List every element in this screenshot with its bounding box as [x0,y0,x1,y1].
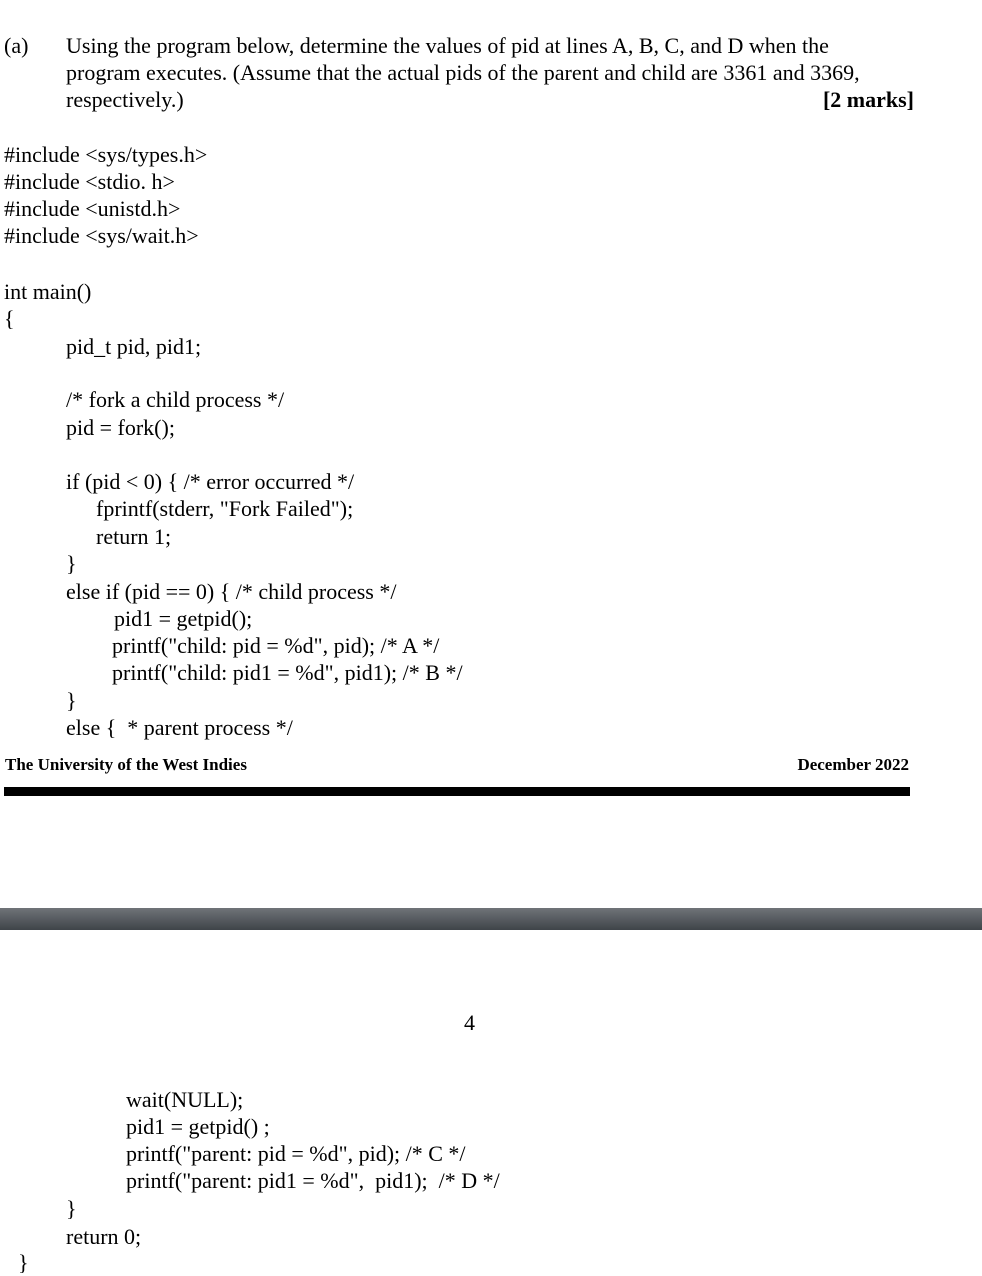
code-line: #include <unistd.h> [4,196,181,221]
code-line: pid = fork(); [66,415,175,440]
footer-rule [4,787,910,796]
page-number: 4 [464,1010,475,1035]
code-line: fprintf(stderr, "Fork Failed"); [96,496,354,521]
question-label: (a) [4,33,29,58]
footer-date: December 2022 [797,755,909,774]
code-line: /* fork a child process */ [66,387,285,412]
code-line: } [18,1250,29,1275]
question-text-line-2: program executes. (Assume that the actual pids of the parent and child are 3361 and 3369, [66,60,860,85]
code-line: } [66,688,77,713]
code-line: else { * parent process */ [66,715,293,740]
code-line: #include <sys/types.h> [4,142,208,167]
code-line: pid1 = getpid(); [114,606,253,631]
code-line: return 1; [96,524,172,549]
code-line: if (pid < 0) { /* error occurred */ [66,469,355,494]
code-line: printf("child: pid1 = %d", pid1); /* B */ [112,660,463,685]
code-line: return 0; [66,1224,142,1249]
code-line: } [66,1196,77,1221]
question-text-line-1: Using the program below, determine the values of pid at lines A, B, C, and D when the [66,33,829,58]
code-line: else if (pid == 0) { /* child process */ [66,579,397,604]
code-line: pid1 = getpid() ; [126,1114,270,1139]
code-line: wait(NULL); [126,1087,244,1112]
footer-institution: The University of the West Indies [5,755,247,774]
code-line: #include <sys/wait.h> [4,223,199,248]
code-line: printf("child: pid = %d", pid); /* A */ [112,633,440,658]
code-line: pid_t pid, pid1; [66,334,202,359]
question-marks: [2 marks] [822,87,914,112]
code-line: printf("parent: pid = %d", pid); /* C */ [126,1141,466,1166]
code-line: { [4,306,15,331]
page-break-divider [0,908,982,930]
code-line: #include <stdio. h> [4,169,175,194]
question-text-line-3: respectively.) [66,87,184,112]
code-line: printf("parent: pid1 = %d", pid1); /* D */ [126,1168,500,1193]
code-line: int main() [4,279,92,304]
code-line: } [66,551,77,576]
